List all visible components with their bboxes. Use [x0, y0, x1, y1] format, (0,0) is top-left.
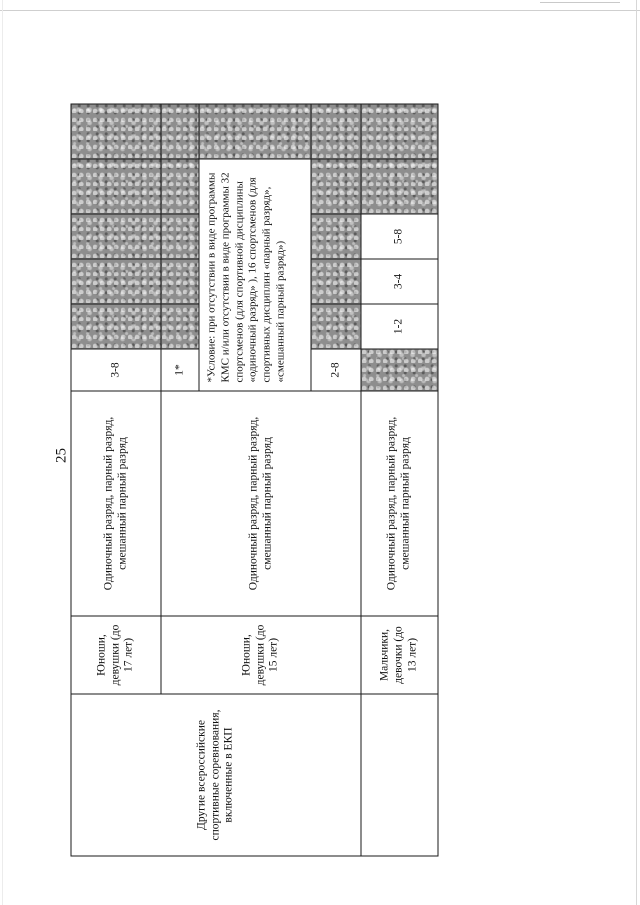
shaded-cell: [161, 159, 199, 214]
shaded-cell: [161, 104, 199, 159]
age-group-cell: Юноши, девушки (до 17 лет): [71, 616, 161, 694]
shaded-cell: [161, 259, 199, 304]
shaded-cell: [311, 104, 361, 159]
shaded-cell: [311, 214, 361, 259]
blank-cell: [361, 694, 438, 856]
place-cell: 1-2: [361, 304, 438, 349]
competition-title-cell: Другие всероссийские спортивные соревнования, включенные в ЕКП: [71, 694, 361, 856]
discipline-cell: Одиночный разряд, парный разряд, смешанный парный разряд: [161, 391, 361, 616]
shaded-cell: [199, 104, 311, 159]
scan-mark: [540, 2, 620, 3]
shaded-cell: [71, 159, 161, 214]
place-cell: 1*: [161, 349, 199, 391]
shaded-cell: [311, 304, 361, 349]
shaded-cell: [311, 159, 361, 214]
shaded-cell: [311, 259, 361, 304]
table-row: [361, 104, 438, 856]
shaded-cell: [361, 349, 438, 391]
shaded-cell: [71, 304, 161, 349]
shaded-cell: [161, 214, 199, 259]
age-group-cell: Мальчики, девочки (до 13 лет): [361, 616, 438, 694]
table-row: [71, 104, 161, 856]
place-cell: 3-4: [361, 259, 438, 304]
place-cell: 2-8: [311, 349, 361, 391]
sports-ranks-table: [71, 104, 439, 857]
shaded-cell: [361, 159, 438, 214]
shaded-cell: [71, 259, 161, 304]
shaded-cell: [71, 104, 161, 159]
condition-note-cell: *Условие: при отсутствии в виде программы КМС и/или отсутствии в виде программы 32 спортсменов (для спортивной дисциплины «одиночный разряд» ), 16 спортсменов (для спортивных дисциплин «парный разряд», «смешанный парный разряд»): [199, 159, 311, 391]
place-cell: 3-8: [71, 349, 161, 391]
place-cell: 5-8: [361, 214, 438, 259]
shaded-cell: [161, 304, 199, 349]
page-right-edge: [636, 0, 637, 905]
shaded-cell: [71, 214, 161, 259]
age-group-cell: Юноши, девушки (до 15 лет): [161, 616, 361, 694]
shaded-cell: [361, 104, 438, 159]
rotated-table-container: [71, 105, 438, 857]
page-left-edge: [2, 0, 3, 905]
discipline-cell: Одиночный разряд, парный разряд, смешанный парный разряд: [71, 391, 161, 616]
page-number: 25: [53, 448, 70, 463]
discipline-cell: Одиночный разряд, парный разряд, смешанный парный разряд: [361, 391, 438, 616]
